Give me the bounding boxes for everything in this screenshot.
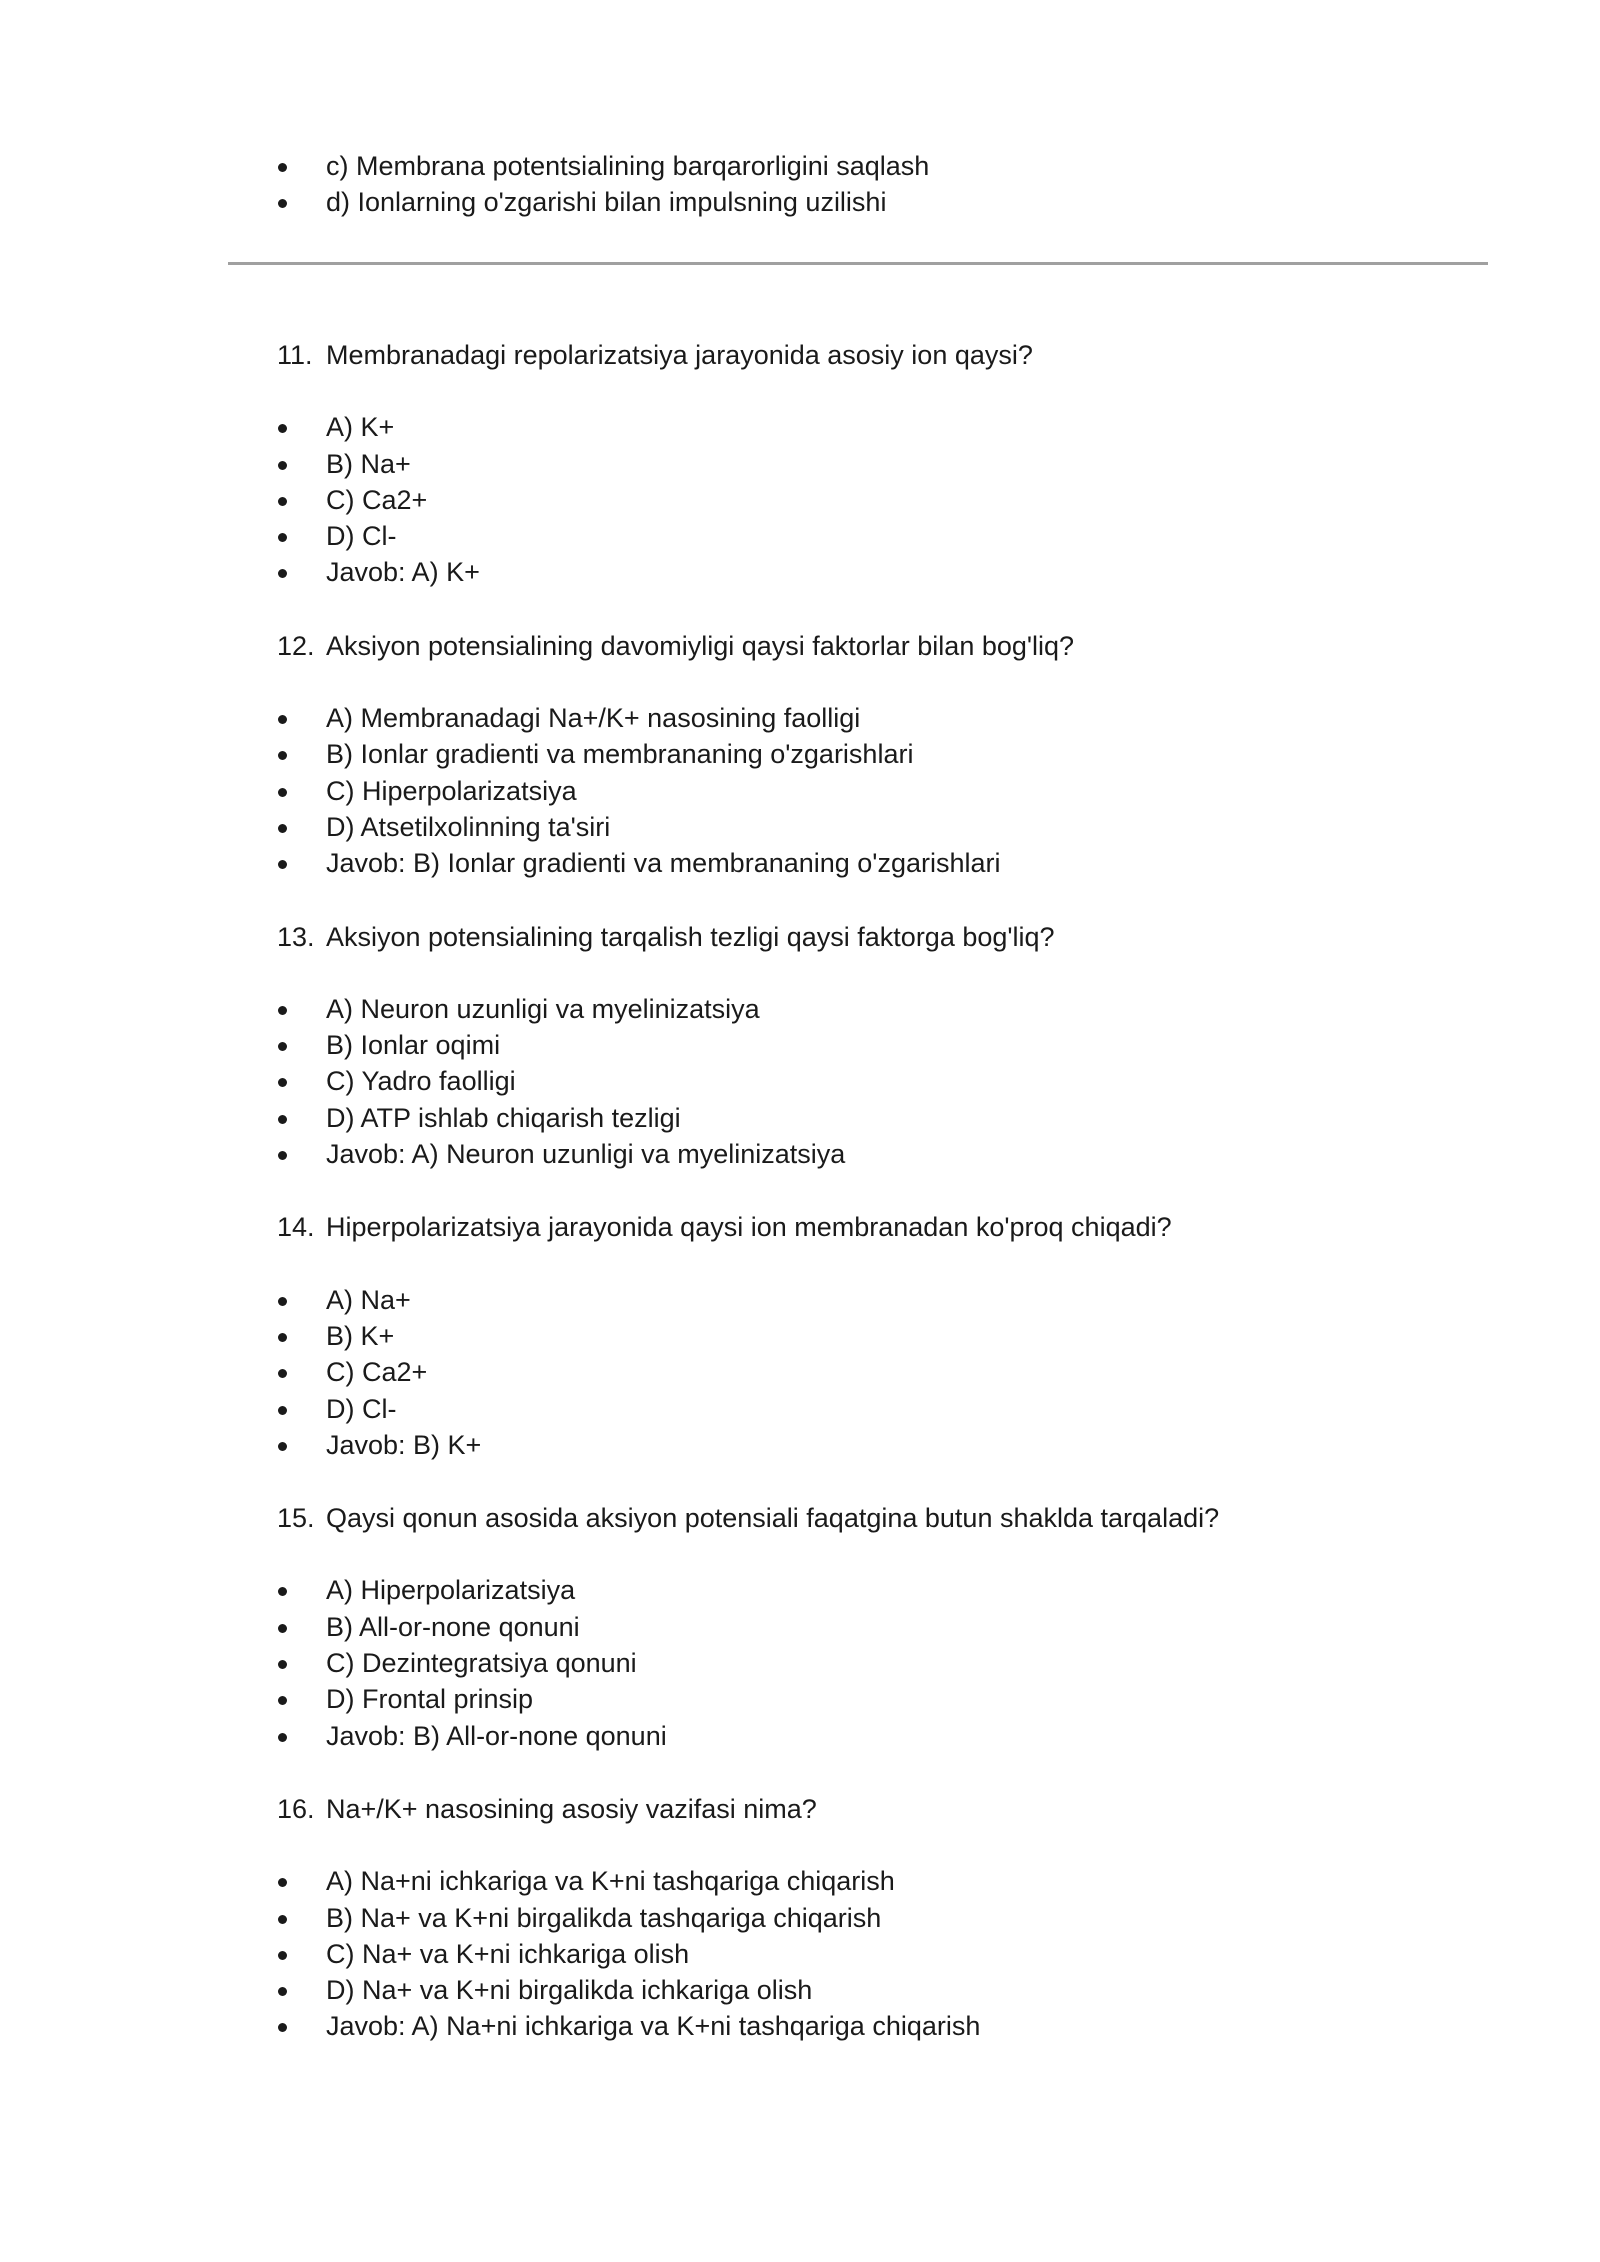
intro-section bbox=[276, 148, 1476, 221]
question-text bbox=[276, 1209, 1476, 1245]
answer-item: Javob: A) Neuron uzunligi va myelinizatsiya bbox=[276, 1136, 1476, 1172]
option-item: A) Neuron uzunligi va myelinizatsiya bbox=[276, 991, 1476, 1027]
option-item: D) Na+ va K+ni birgalikda ichkariga olish bbox=[276, 1972, 1476, 2008]
option-item: B) Ionlar gradienti va membrananing o'zgarishlari bbox=[276, 736, 1476, 772]
question-number: 15. bbox=[277, 1503, 315, 1534]
question-number: 11. bbox=[277, 340, 313, 370]
option-item: C) Ca2+ bbox=[276, 482, 1476, 518]
option-list bbox=[276, 700, 1476, 881]
option-item: A) Na+ bbox=[276, 1282, 1476, 1318]
answer-item: Javob: A) K+ bbox=[276, 554, 1476, 590]
option-list bbox=[276, 1572, 1476, 1753]
option-item: C) Yadro faolligi bbox=[276, 1063, 1476, 1099]
question-number: 16. bbox=[277, 1793, 315, 1824]
answer-item: Javob: B) All-or-none qonuni bbox=[276, 1718, 1476, 1754]
option-item: D) Cl- bbox=[276, 518, 1476, 554]
option-item: A) K+ bbox=[276, 409, 1476, 445]
question-15 bbox=[276, 1500, 1476, 1754]
option-item: A) Hiperpolarizatsiya bbox=[276, 1572, 1476, 1608]
question-11 bbox=[276, 337, 1476, 591]
intro-list bbox=[276, 148, 1476, 221]
option-item: D) Frontal prinsip bbox=[276, 1681, 1476, 1717]
option-list bbox=[276, 1282, 1476, 1463]
question-label: Membranadagi repolarizatsiya jarayonida asosiy ion qaysi? bbox=[326, 340, 1033, 370]
question-16 bbox=[276, 1791, 1476, 2045]
option-item: D) Cl- bbox=[276, 1391, 1476, 1427]
question-text bbox=[276, 919, 1476, 955]
option-item: C) Ca2+ bbox=[276, 1354, 1476, 1390]
question-text bbox=[276, 1500, 1476, 1536]
question-label: Aksiyon potensialining tarqalish tezligi qaysi faktorga bog'liq? bbox=[326, 921, 1055, 952]
answer-item: Javob: B) K+ bbox=[276, 1427, 1476, 1463]
question-12 bbox=[276, 628, 1476, 882]
question-number: 13. bbox=[277, 921, 315, 952]
option-item: B) All-or-none qonuni bbox=[276, 1609, 1476, 1645]
option-item: C) Dezintegratsiya qonuni bbox=[276, 1645, 1476, 1681]
option-item: A) Na+ni ichkariga va K+ni tashqariga chiqarish bbox=[276, 1863, 1476, 1899]
option-list bbox=[276, 409, 1476, 590]
question-text bbox=[276, 1791, 1476, 1827]
option-item: B) Na+ va K+ni birgalikda tashqariga chiqarish bbox=[276, 1900, 1476, 1936]
question-label: Na+/K+ nasosining asosiy vazifasi nima? bbox=[326, 1793, 817, 1824]
question-number: 14. bbox=[277, 1212, 315, 1243]
questions-section bbox=[276, 337, 1476, 2082]
option-list bbox=[276, 1863, 1476, 2044]
question-number: 12. bbox=[277, 630, 315, 661]
option-item: B) K+ bbox=[276, 1318, 1476, 1354]
option-item: D) Atsetilxolinning ta'siri bbox=[276, 809, 1476, 845]
answer-item: Javob: A) Na+ni ichkariga va K+ni tashqariga chiqarish bbox=[276, 2008, 1476, 2044]
option-item: D) ATP ishlab chiqarish tezligi bbox=[276, 1100, 1476, 1136]
option-item: C) Na+ va K+ni ichkariga olish bbox=[276, 1936, 1476, 1972]
question-label: Hiperpolarizatsiya jarayonida qaysi ion membranadan ko'proq chiqadi? bbox=[326, 1212, 1172, 1243]
answer-item: Javob: B) Ionlar gradienti va membrananing o'zgarishlari bbox=[276, 845, 1476, 881]
option-item: B) Ionlar oqimi bbox=[276, 1027, 1476, 1063]
list-item: d) Ionlarning o'zgarishi bilan impulsning uzilishi bbox=[276, 184, 1476, 220]
question-13 bbox=[276, 919, 1476, 1173]
option-item: C) Hiperpolarizatsiya bbox=[276, 773, 1476, 809]
horizontal-divider bbox=[228, 262, 1488, 265]
option-list bbox=[276, 991, 1476, 1172]
question-label: Qaysi qonun asosida aksiyon potensiali faqatgina butun shaklda tarqaladi? bbox=[326, 1503, 1220, 1534]
question-label: Aksiyon potensialining davomiyligi qaysi faktorlar bilan bog'liq? bbox=[326, 630, 1075, 661]
question-text bbox=[276, 337, 1476, 373]
option-item: A) Membranadagi Na+/K+ nasosining faolligi bbox=[276, 700, 1476, 736]
option-item: B) Na+ bbox=[276, 446, 1476, 482]
question-14 bbox=[276, 1209, 1476, 1463]
question-text bbox=[276, 628, 1476, 664]
list-item: c) Membrana potentsialining barqarorligini saqlash bbox=[276, 148, 1476, 184]
